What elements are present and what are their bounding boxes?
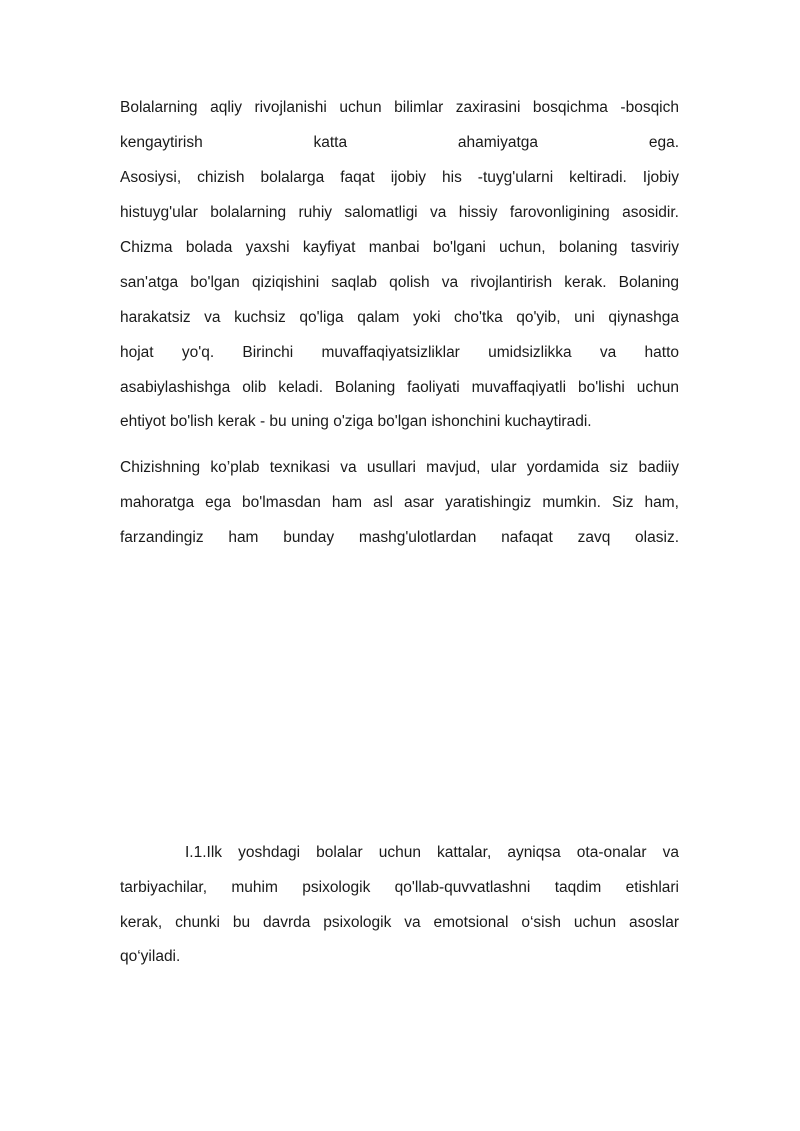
text-line: kengaytirish katta ahamiyatga ega. xyxy=(120,134,679,151)
text-line: hojat yo'q. Birinchi muvaffaqiyatsizliklar umidsizlikka va hatto xyxy=(120,344,679,361)
text-line: qo‘yiladi. xyxy=(120,948,181,965)
text-line: tarbiyachilar, muhim psixologik qo'llab-quvvatlashni taqdim etishlari xyxy=(120,879,679,896)
section-heading-line: I.1.Ilk yoshdagi bolalar uchun kattalar, ayniqsa ota-onalar va xyxy=(185,844,679,861)
text-line: Chizma bolada yaxshi kayfiyat manbai bo'lgani uchun, bolaning tasviriy xyxy=(120,239,679,256)
text-line: Bolalarning aqliy rivojlanishi uchun bilimlar zaxirasini bosqichma -bosqich xyxy=(120,99,679,116)
text-line: Asosiysi, chizish bolalarga faqat ijobiy his -tuyg'ularni keltiradi. Ijobiy xyxy=(120,169,679,186)
text-line: ehtiyot bo'lish kerak - bu uning o'ziga bo'lgan ishonchini kuchaytiradi. xyxy=(120,413,592,430)
text-line: asabiylashishga olib keladi. Bolaning faoliyati muvaffaqiyatli bo'lishi uchun xyxy=(120,379,679,396)
text-line: mahoratga ega bo'lmasdan ham asl asar yaratishingiz mumkin. Siz ham, xyxy=(120,494,679,511)
text-line: Chizishning ko’plab texnikasi va usullari mavjud, ular yordamida siz badiiy xyxy=(120,459,679,476)
text-line: farzandingiz ham bunday mashg'ulotlardan nafaqat zavq olasiz. xyxy=(120,529,679,546)
text-line: san'atga bo'lgan qiziqishini saqlab qolish va rivojlantirish kerak. Bolaning xyxy=(120,274,679,291)
text-line: kerak, chunki bu davrda psixologik va emotsional o‘sish uchun asoslar xyxy=(120,914,679,931)
text-line: histuyg'ular bolalarning ruhiy salomatligi va hissiy farovonligining asosidir. xyxy=(120,204,679,221)
text-line: harakatsiz va kuchsiz qo'liga qalam yoki cho'tka qo'yib, uni qiynashga xyxy=(120,309,679,326)
